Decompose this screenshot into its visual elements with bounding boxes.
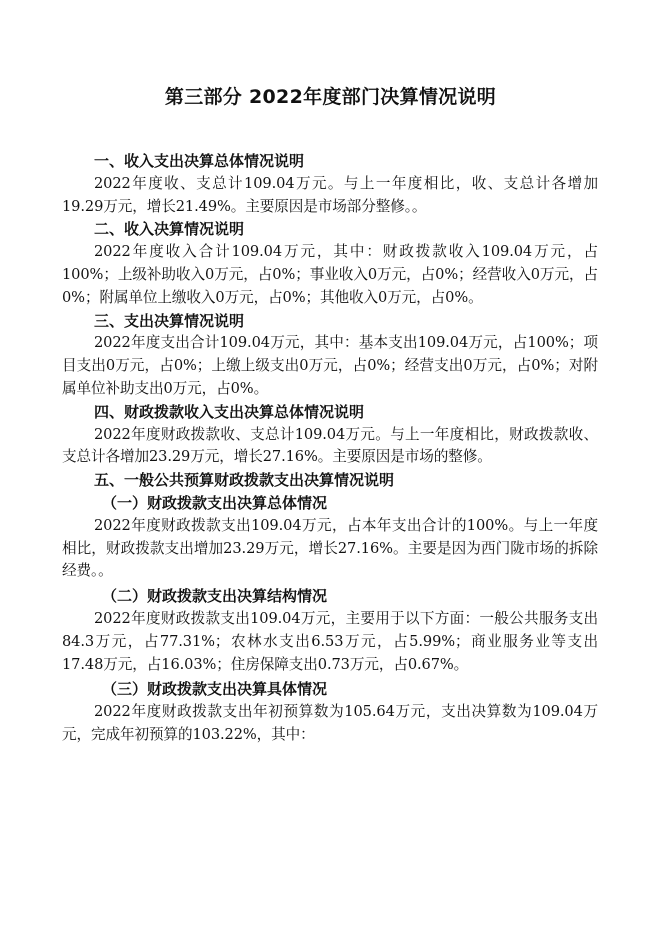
section-paragraph-3: 2022年度支出合计109.04万元，其中：基本支出109.04万元，占100%；项目支出0万元，占0%；上缴上级支出0万元，占0%；经营支出0万元，占0%；对附属单位补助支出0万元，占0%。 bbox=[62, 334, 598, 397]
subsection-paragraph-1: 2022年度财政拨款支出109.04万元，占本年支出合计的100%。与上一年度相比，财政拨款支出增加23.29万元，增长27.16%。主要是因为西门陇市场的拆除经费。。 bbox=[62, 516, 598, 580]
subsection-heading-2: （二）财政拨款支出决算结构情况 bbox=[102, 587, 328, 606]
document-body bbox=[62, 150, 598, 747]
section-paragraph-1: 2022年度收、支总计109.04万元。与上一年度相比，收、支总计各增加19.29万元，增长21.49%。主要原因是市场部分整修。。 bbox=[62, 174, 598, 215]
section-heading-4: 四、财政拨款收入支出决算总体情况说明 bbox=[94, 402, 365, 421]
page-title: 第三部分 2022年度部门决算情况说明 bbox=[164, 86, 497, 108]
subsection-heading-1: （一）财政拨款支出决算总体情况 bbox=[102, 493, 328, 512]
subsection-paragraph-2: 2022年度财政拨款支出109.04万元，主要用于以下方面：一般公共服务支出84.3万元，占77.31%；农林水支出6.53万元，占5.99%；商业服务业等支出17.48万元，占16.03%；住房保障支出0.73万元，占0.67%。 bbox=[62, 609, 598, 673]
section-paragraph-4: 2022年度财政拨款收、支总计109.04万元。与上一年度相比，财政拨款收、支总计各增加23.29万元，增长27.16%。主要原因是市场的整修。 bbox=[62, 425, 598, 466]
section-heading-3: 三、支出决算情况说明 bbox=[94, 311, 245, 330]
section-heading-1: 一、收入支出决算总体情况说明 bbox=[94, 152, 305, 170]
section-paragraph-2: 2022年度收入合计109.04万元，其中：财政拨款收入109.04万元，占100%；上级补助收入0万元，占0%；事业收入0万元，占0%；经营收入0万元，占0%；附属单位上缴收入0万元，占0%；其他收入0万元，占0%。 bbox=[62, 243, 598, 306]
subsection-paragraph-3: 2022年度财政拨款支出年初预算数为105.64万元，支出决算数为109.04万元，完成年初预算的103.22%，其中： bbox=[62, 703, 598, 743]
section-heading-2: 二、收入决算情况说明 bbox=[94, 220, 245, 239]
subsection-heading-3: （三）财政拨款支出决算具体情况 bbox=[102, 680, 328, 699]
section-heading-5: 五、一般公共预算财政拨款支出决算情况说明 bbox=[94, 471, 395, 490]
